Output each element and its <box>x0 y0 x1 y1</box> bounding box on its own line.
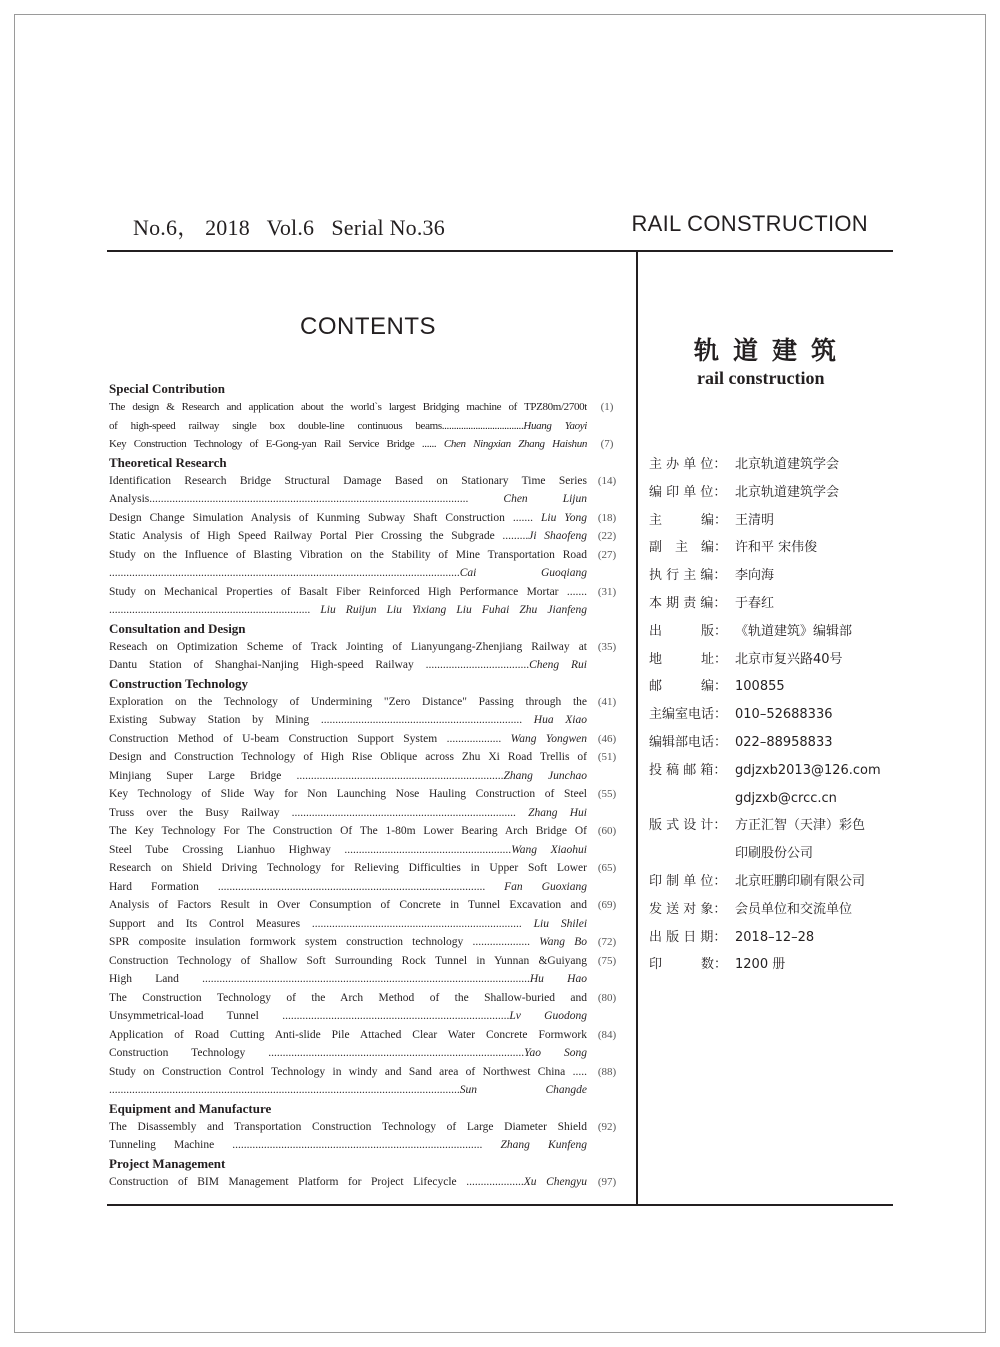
author-name: Lv Guodong <box>509 1010 587 1022</box>
toc-entry-line: Exploration on the Technology of Undermining "Zero Distance" Passing through the <box>109 695 587 708</box>
masthead-row <box>649 729 881 757</box>
masthead-label: 主 编： <box>649 512 728 528</box>
masthead-label: 主编室电话： <box>649 707 728 723</box>
toc-entry-line: Tunneling Machine ....................................................................................... Zhang Kunfeng <box>109 1139 587 1151</box>
masthead-row <box>649 701 881 729</box>
masthead-value: gdjzxb@crcc.cn <box>735 790 837 806</box>
masthead-label: 本 期 责 编： <box>649 595 727 611</box>
masthead-row <box>649 673 881 701</box>
toc-page-number: (51) <box>597 751 617 763</box>
top-rule <box>107 250 893 252</box>
author-name: Cai Guoqiang <box>459 567 587 579</box>
author-name: Huang Yaoyi <box>523 419 587 432</box>
toc-entry[interactable] <box>109 952 625 989</box>
toc-entry-line: SPR composite insulation formwork system construction technology .................... Wang Bo <box>109 936 587 948</box>
section-heading: Special Contribution <box>109 381 225 396</box>
toc-entry-line: The Construction Technology of the Arch Method of the Shallow-buried and <box>109 991 587 1004</box>
masthead-value: 许和平 宋伟俊 <box>735 540 818 556</box>
masthead-label: 发 送 对 象： <box>649 901 727 917</box>
author-name: Wang Yongwen <box>510 732 587 745</box>
toc-page-number: (7) <box>600 438 614 450</box>
toc-entry-line: Truss over the Busy Railway .............................................................................. Zhang Hui <box>109 806 587 819</box>
author-name: Wang Xiaohui <box>511 843 587 856</box>
masthead-label: 地 址： <box>649 651 728 667</box>
toc-entry[interactable] <box>109 583 625 620</box>
masthead-label: 投 稿 邮 箱： <box>649 762 727 778</box>
masthead-value: 北京旺鹏印刷有限公司 <box>735 873 866 889</box>
toc-entry[interactable] <box>109 1118 625 1155</box>
masthead-value: 北京市复兴路40号 <box>735 651 843 667</box>
toc-entry[interactable] <box>109 1063 625 1100</box>
author-name: Zhang Hui <box>528 806 587 819</box>
masthead-row <box>649 868 881 896</box>
toc-entry-line: Design and Construction Technology of High Rise Oblique across Zhu Xi Road Trellis of <box>109 751 587 763</box>
toc-entry-line: Static Analysis of High Speed Railway Portal Pier Crossing the Subgrade .........Ji Shaofeng <box>109 530 587 542</box>
masthead-row <box>649 479 881 507</box>
toc-entry[interactable] <box>109 896 625 933</box>
toc-entry[interactable] <box>109 822 625 859</box>
author-name: Hu Hao <box>529 973 587 985</box>
toc-entry-line: ..........................................................................................................................Sun Changde <box>109 1084 587 1096</box>
section-heading: Construction Technology <box>109 675 249 691</box>
section-heading: Project Management <box>109 1155 226 1171</box>
toc-entry-line: The Key Technology For The Construction Of The 1-80m Lower Bearing Arch Bridge Of <box>109 825 587 837</box>
toc-entry-line: The design & Research and application about the world`s largest Bridging machine of TPZ80m/2700t <box>109 401 587 413</box>
masthead-label: 执 行 主 编： <box>649 568 727 584</box>
masthead-label: 出 版： <box>649 623 728 639</box>
author-name: Chen Lijun <box>503 493 587 505</box>
masthead-value: 李向海 <box>735 568 775 584</box>
masthead-value: 于春红 <box>735 595 775 611</box>
author-name: Hua Xiao <box>533 714 587 726</box>
toc-entry-line: Key Construction Technology of E-Gong-yan Rail Service Bridge ...... Chen Ningxian Zhang Haishun <box>109 438 587 450</box>
masthead-value: 《轨道建筑》编辑部 <box>735 623 853 639</box>
masthead-row <box>649 757 881 785</box>
masthead-row <box>649 840 881 868</box>
toc-entry-line: High Land ..................................................................................................................Hu Hao <box>109 973 587 985</box>
author-name: Yao Song <box>524 1047 587 1059</box>
toc-page-number: (35) <box>597 640 617 653</box>
masthead-value: 1200 册 <box>735 957 786 973</box>
journal-name: RAIL CONSTRUCTION <box>631 211 868 236</box>
author-name: Liu Yong <box>541 511 587 524</box>
masthead-value: 100855 <box>735 679 785 695</box>
author-name: Wang Bo <box>539 936 587 948</box>
toc-entry-line: Design Change Simulation Analysis of Kunming Subway Shaft Construction ....... Liu Yong <box>109 511 587 524</box>
toc-entry-line: Study on Mechanical Properties of Basalt Fiber Reinforced High Performance Mortar ....... <box>109 585 587 598</box>
section-heading: Consultation and Design <box>109 620 246 636</box>
masthead-value: gdjzxb2013@126.com <box>735 762 881 778</box>
section-heading: Equipment and Manufacture <box>109 1100 272 1116</box>
toc-page-number: (31) <box>597 585 617 598</box>
masthead-value: 022–88958833 <box>735 734 833 750</box>
toc-entry-line: ...................................................................... Liu Ruijun Liu Yixiang Liu Fuhai Zhu Jianfeng <box>109 604 587 616</box>
author-name: Chen Ningxian Zhang Haishun <box>443 438 587 450</box>
toc-entry-line: Identification Research Bridge Structural Damage Based on Stationary Time Series <box>109 474 587 487</box>
masthead-row <box>649 785 881 813</box>
toc-entry-line: Minjiang Super Large Bridge ........................................................................Zhang Junchao <box>109 769 587 782</box>
masthead-row <box>649 590 881 618</box>
toc-entry[interactable] <box>109 859 625 896</box>
masthead-row <box>649 451 881 479</box>
toc-entry-line: Existing Subway Station by Mining ...................................................................... Hua Xiao <box>109 714 587 726</box>
toc-entry[interactable] <box>109 509 625 528</box>
toc-entry-line: Dantu Station of Shanghai-Nanjing High-speed Railway ....................................Cheng Rui <box>109 659 587 671</box>
section-heading: Theoretical Research <box>109 454 227 470</box>
toc-entry[interactable] <box>109 435 625 454</box>
author-name: Ji Shaofeng <box>528 530 587 542</box>
author-name: Liu Ruijun Liu Yixiang Liu Fuhai Zhu Jianfeng <box>320 604 587 616</box>
issue-line: No.6， 2018 Vol.6 Serial No.36 <box>133 215 445 240</box>
toc-entry-line: ..........................................................................................................................Cai Guoqiang <box>109 567 587 579</box>
toc-entry-line: Research on Shield Driving Technology for Relieving Difficulties in Upper Soft Lower <box>109 862 587 874</box>
toc-entry[interactable] <box>109 748 625 785</box>
author-name: Cheng Rui <box>529 659 587 671</box>
toc-entry-line: Hard Formation ............................................................................................. Fan Guoxiang <box>109 880 587 893</box>
toc-page-number: (65) <box>597 862 617 874</box>
masthead-row <box>649 924 881 952</box>
toc-entry-line: Analysis............................................................................................................... Chen Lijun <box>109 493 587 505</box>
toc-entry[interactable] <box>109 785 625 822</box>
toc-entry[interactable] <box>109 472 625 509</box>
masthead-label: 主 办 单 位： <box>649 457 727 472</box>
toc-entry-line: Study on the Influence of Blasting Vibration on the Stability of Mine Transportation Road <box>109 548 587 561</box>
masthead-value: 2018–12–28 <box>735 929 815 945</box>
author-name: Sun Changde <box>459 1084 587 1096</box>
toc-page-number: (60) <box>597 825 617 837</box>
toc-entry-line: Application of Road Cutting Anti-slide Pile Attached Clear Water Concrete Formwork <box>109 1028 587 1041</box>
masthead-value: 北京轨道建筑学会 <box>735 457 840 472</box>
column-divider <box>636 251 638 1205</box>
table-of-contents <box>109 380 625 1191</box>
masthead-row <box>649 507 881 535</box>
toc-page-number: (84) <box>597 1028 617 1041</box>
masthead-label: 编辑部电话： <box>649 734 728 750</box>
toc-entry[interactable] <box>109 398 625 435</box>
masthead-label: 印 数： <box>649 957 728 973</box>
toc-page-number: (27) <box>597 548 617 561</box>
toc-entry-line: Reseach on Optimization Scheme of Track Jointing of Lianyungang-Zhenjiang Railway at <box>109 640 587 653</box>
toc-entry-line: Construction Technology .........................................................................................Yao Song <box>109 1047 587 1059</box>
author-name: Fan Guoxiang <box>504 880 587 893</box>
toc-entry[interactable] <box>109 1173 625 1192</box>
masthead-row <box>649 812 881 840</box>
toc-page-number: (46) <box>597 732 617 745</box>
masthead-value: 印刷股份公司 <box>735 846 814 862</box>
masthead-label: 副 主 编： <box>649 540 728 556</box>
toc-entry[interactable] <box>109 989 625 1026</box>
masthead-value: 会员单位和交流单位 <box>735 901 853 917</box>
toc-page-number: (80) <box>597 991 617 1004</box>
masthead-value: 方正汇智（天津）彩色 <box>735 818 866 834</box>
masthead-label: 邮 编： <box>649 679 728 695</box>
masthead-row <box>649 896 881 924</box>
masthead-info <box>649 451 881 979</box>
toc-page-number: (75) <box>597 954 617 967</box>
toc-entry[interactable] <box>109 933 625 952</box>
masthead-row <box>649 562 881 590</box>
toc-page-number: (22) <box>597 530 617 542</box>
toc-entry-line: Construction Technology of Shallow Soft Surrounding Rock Tunnel in Yunnan &Guiyang <box>109 954 587 967</box>
toc-page-number: (97) <box>597 1175 617 1188</box>
masthead-label: 出 版 日 期： <box>649 929 727 945</box>
masthead-label: 版 式 设 计： <box>649 818 727 834</box>
masthead-value: 010–52688336 <box>735 707 833 723</box>
masthead-value: 王清明 <box>735 512 775 528</box>
journal-cn-title: 轨道建筑 <box>694 336 851 365</box>
toc-page-number: (69) <box>597 899 617 911</box>
toc-entry[interactable] <box>109 693 625 730</box>
journal-en-title: rail construction <box>697 368 825 388</box>
toc-entry[interactable] <box>109 1026 625 1063</box>
author-name: Liu Shilei <box>533 917 587 930</box>
toc-page-number: (72) <box>597 936 617 948</box>
toc-entry-line: Support and Its Control Measures ......................................................................... Liu Shilei <box>109 917 587 930</box>
masthead-label: 印 制 单 位： <box>649 873 727 889</box>
author-name: Zhang Kunfeng <box>500 1139 587 1151</box>
toc-entry-line: of high-speed railway single box double-line continuous beams..................................Huang Yaoyi <box>109 419 587 432</box>
masthead-row <box>649 618 881 646</box>
toc-entry-line: Steel Tube Crossing Lianhuo Highway ..........................................................Wang Xiaohui <box>109 843 587 856</box>
masthead-row <box>649 951 881 979</box>
toc-entry-line: Construction Method of U-beam Construction Support System ................... Wang Yongwen <box>109 732 587 745</box>
toc-page-number: (1) <box>600 401 614 413</box>
toc-entry-line: Unsymmetrical-load Tunnel ...............................................................................Lv Guodong <box>109 1010 587 1022</box>
toc-page-number: (14) <box>597 474 617 487</box>
toc-entry[interactable] <box>109 638 625 675</box>
toc-entry-line: Key Technology of Slide Way for Non Launching Nose Hauling Construction of Steel <box>109 788 587 800</box>
masthead-row <box>649 534 881 562</box>
bottom-rule <box>107 1204 893 1206</box>
contents-title: CONTENTS <box>300 313 436 340</box>
toc-entry-line: Construction of BIM Management Platform for Project Lifecycle ....................Xu Chengyu <box>109 1175 587 1188</box>
toc-entry[interactable] <box>109 527 625 546</box>
masthead-row <box>649 646 881 674</box>
author-name: Xu Chengyu <box>523 1175 587 1188</box>
toc-page-number: (18) <box>597 511 617 524</box>
masthead-value: 北京轨道建筑学会 <box>735 484 840 500</box>
toc-entry-line: The Disassembly and Transportation Construction Technology of Large Diameter Shield <box>109 1120 587 1133</box>
toc-page-number: (88) <box>597 1065 617 1078</box>
toc-page-number: (92) <box>597 1120 617 1133</box>
toc-entry[interactable] <box>109 546 625 583</box>
toc-entry-line: Analysis of Factors Result in Over Consumption of Concrete in Tunnel Excavation and <box>109 899 587 911</box>
toc-entry[interactable] <box>109 730 625 749</box>
author-name: Zhang Junchao <box>503 769 587 782</box>
toc-page-number: (55) <box>597 788 617 800</box>
masthead-label: 编 印 单 位： <box>649 484 727 500</box>
toc-page-number: (41) <box>597 695 617 708</box>
toc-entry-line: Study on Construction Control Technology in windy and Sand area of Northwest China ..... <box>109 1065 587 1078</box>
